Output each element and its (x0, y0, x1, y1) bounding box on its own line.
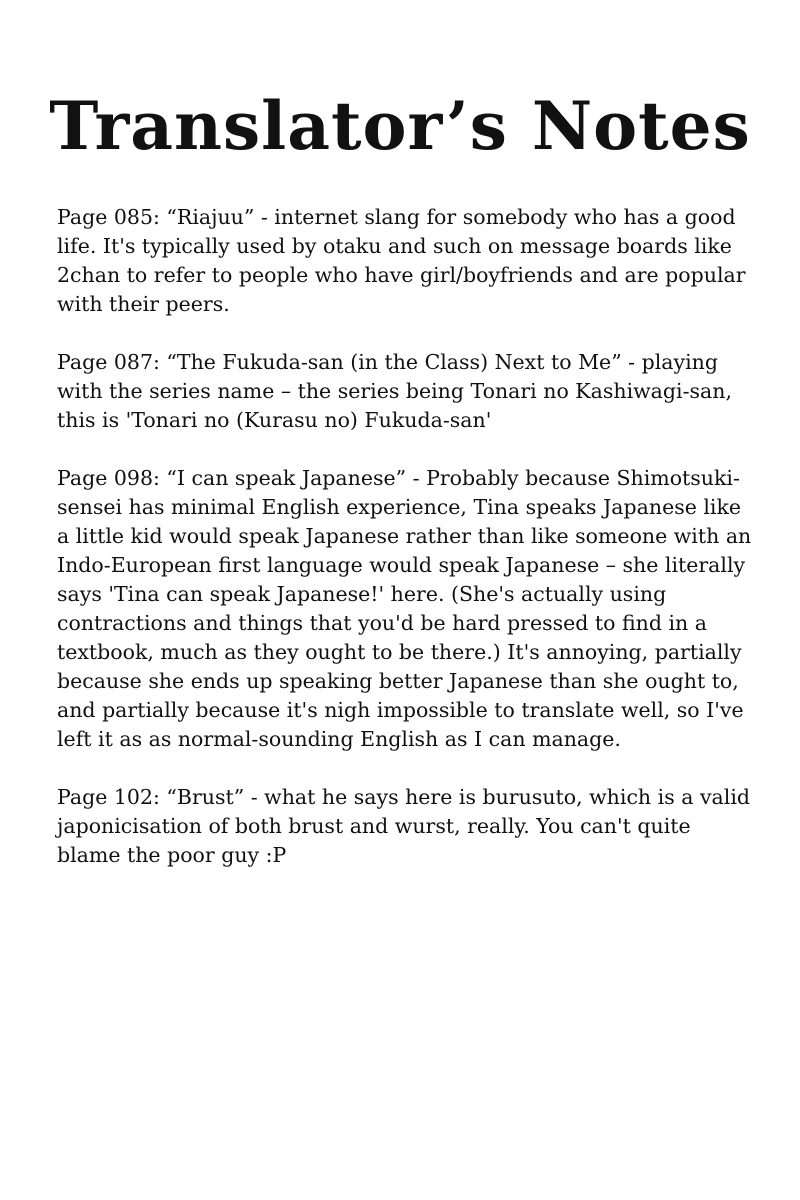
note-page-102: Page 102: “Brust” - what he says here is burusuto, which is a valid japonicisation of both brust and wurst, really. You can't quite blame the poor guy :P (57, 785, 751, 867)
notes-list (57, 203, 757, 899)
note-page-098: Page 098: “I can speak Japanese” - Probably because Shimotsuki-sensei has minimal English experience, Tina speaks Japanese like a little kid would speak Japanese rather than like someone with an Indo-European first language would speak Japanese – she literally says 'Tina can speak Japanese!' here. (She's actually using contractions and things that you'd be hard pressed to find in a textbook, much as they ought to be there.) It's annoying, partially because she ends up speaking better Japanese than she ought to, and partially because it's nigh impossible to translate well, so I've left it as as normal-sounding English as I can manage. (57, 466, 752, 751)
note-page-085: Page 085: “Riajuu” - internet slang for somebody who has a good life. It's typically used by otaku and such on message boards like 2chan to refer to people who have girl/boyfriends and are popular with their peers. (57, 205, 746, 316)
page-title: Translator’s Notes (49, 87, 751, 165)
note-page-087: Page 087: “The Fukuda-san (in the Class) Next to Me” - playing with the series name – the series being Tonari no Kashiwagi-san, this is 'Tonari no (Kurasu no) Fukuda-san' (57, 350, 732, 432)
